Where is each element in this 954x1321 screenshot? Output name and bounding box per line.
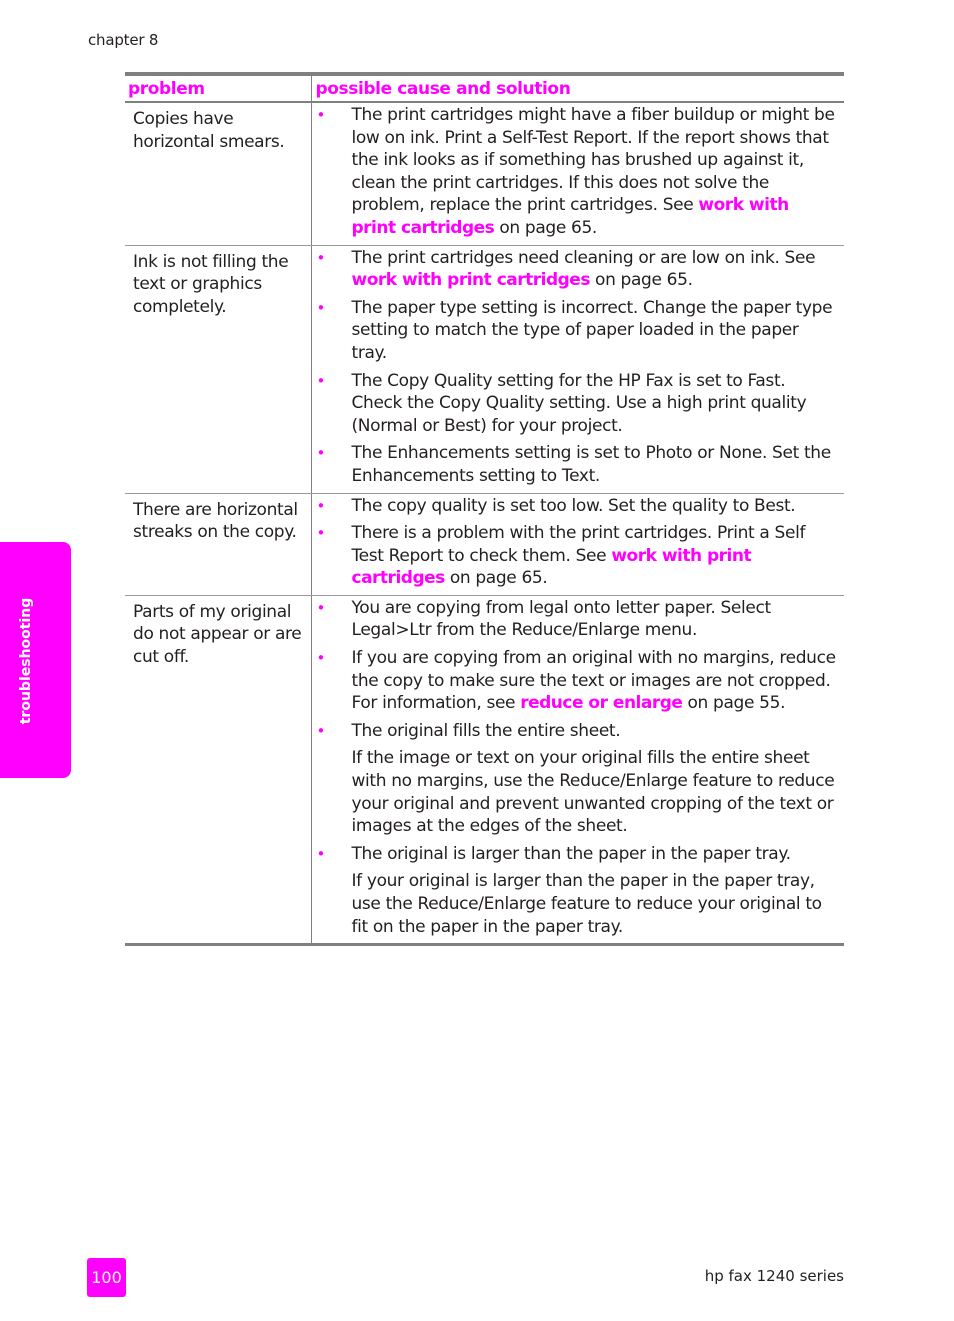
list-item: [312, 720, 839, 838]
item-text: If you are copying from an original with no margins, reduce the copy to make sure the text or images are not cropped. For information, see: [351, 648, 836, 714]
item-text: The print cartridges might have a fiber buildup or might be low on ink. Print a Self-Test Report. If the report shows that the ink looks as if something has brushed up against it, clean the print cartridges. If this does not solve the problem, replace the print cartridges. See: [351, 105, 835, 216]
page-number: 100: [87, 1258, 126, 1297]
solution-list: [312, 247, 839, 488]
list-item: [312, 247, 839, 292]
bullet-icon: •: [316, 371, 325, 390]
bullet-icon: •: [316, 444, 325, 463]
item-text: The copy quality is set too low. Set the quality to Best.: [351, 495, 796, 516]
product-name: hp fax 1240 series: [704, 1267, 844, 1285]
solution-cell: [311, 245, 844, 493]
bullet-icon: •: [316, 598, 325, 617]
table-row: [125, 102, 844, 245]
list-item: [312, 522, 839, 590]
item-text-after: on page 65.: [494, 217, 597, 238]
table-header-row: [125, 74, 844, 102]
cross-reference-link[interactable]: work with print cartridges: [351, 545, 752, 589]
cross-reference-link[interactable]: work with print cartridges: [351, 270, 590, 291]
item-text: The print cartridges need cleaning or are low on ink. See: [351, 247, 816, 268]
bullet-icon: •: [316, 106, 325, 124]
item-text: The paper type setting is incorrect. Change the paper type setting to match the type of paper loaded in the paper tray.: [351, 297, 833, 363]
item-detail: If the image or text on your original fills the entire sheet with no margins, use the Reduce/Enlarge feature to reduce your original and prevent unwanted cropping of the text or images at the edges of the sheet.: [351, 748, 835, 837]
solution-cell: [311, 102, 844, 245]
item-detail: If your original is larger than the paper in the paper tray, use the Reduce/Enlarge feature to reduce your original to fit on the paper in the paper tray.: [351, 871, 822, 937]
solution-cell: [311, 595, 844, 944]
list-item: [312, 104, 839, 240]
solution-list: [312, 104, 839, 240]
troubleshooting-table: [125, 72, 844, 946]
problem-cell: Copies have horizontal smears.: [125, 102, 311, 245]
problem-column-header: problem: [125, 74, 311, 102]
bullet-icon: •: [316, 298, 325, 317]
solution-list: [312, 597, 839, 938]
table-body: [125, 102, 844, 945]
cross-reference-link[interactable]: work with print cartridges: [351, 195, 789, 238]
bullet-icon: •: [316, 649, 325, 668]
item-text-after: on page 65.: [444, 568, 548, 589]
item-text: The Copy Quality setting for the HP Fax is set to Fast. Check the Copy Quality setting. Use a high print quality (Normal or Best) for your project.: [351, 370, 807, 436]
chapter-label: chapter 8: [88, 31, 159, 49]
problem-cell: There are horizontal streaks on the copy.: [125, 493, 311, 595]
list-item: [312, 442, 839, 487]
solution-cell: [311, 493, 844, 595]
bullet-icon: •: [316, 721, 325, 740]
bullet-icon: •: [316, 496, 325, 515]
problem-cell: Parts of my original do not appear or are cut off.: [125, 595, 311, 944]
list-item: [312, 597, 839, 642]
list-item: [312, 495, 839, 518]
item-text: The original fills the entire sheet.: [351, 720, 621, 741]
item-text-after: on page 55.: [682, 693, 786, 714]
item-text-after: on page 65.: [589, 270, 693, 291]
bullet-icon: •: [316, 248, 325, 267]
table-row: [125, 595, 844, 944]
solution-list: [312, 495, 839, 590]
cross-reference-link[interactable]: reduce or enlarge: [520, 693, 683, 714]
section-tab: [0, 542, 71, 778]
solution-column-header: possible cause and solution: [311, 74, 844, 102]
table-row: [125, 245, 844, 493]
item-text: The original is larger than the paper in the paper tray.: [351, 843, 791, 864]
item-text: There is a problem with the print cartridges. Print a Self Test Report to check them. See: [351, 523, 806, 566]
section-tab-label: troubleshooting: [18, 597, 34, 725]
list-item: [312, 370, 839, 438]
list-item: [312, 843, 839, 938]
list-item: [312, 647, 839, 715]
bullet-icon: •: [316, 844, 325, 863]
problem-cell: Ink is not filling the text or graphics completely.: [125, 245, 311, 493]
list-item: [312, 297, 839, 365]
item-text: The Enhancements setting is set to Photo or None. Set the Enhancements setting to Text.: [351, 443, 831, 486]
item-text: You are copying from legal onto letter paper. Select Legal>Ltr from the Reduce/Enlarge menu.: [351, 597, 771, 641]
bullet-icon: •: [316, 524, 325, 543]
table-row: [125, 493, 844, 595]
